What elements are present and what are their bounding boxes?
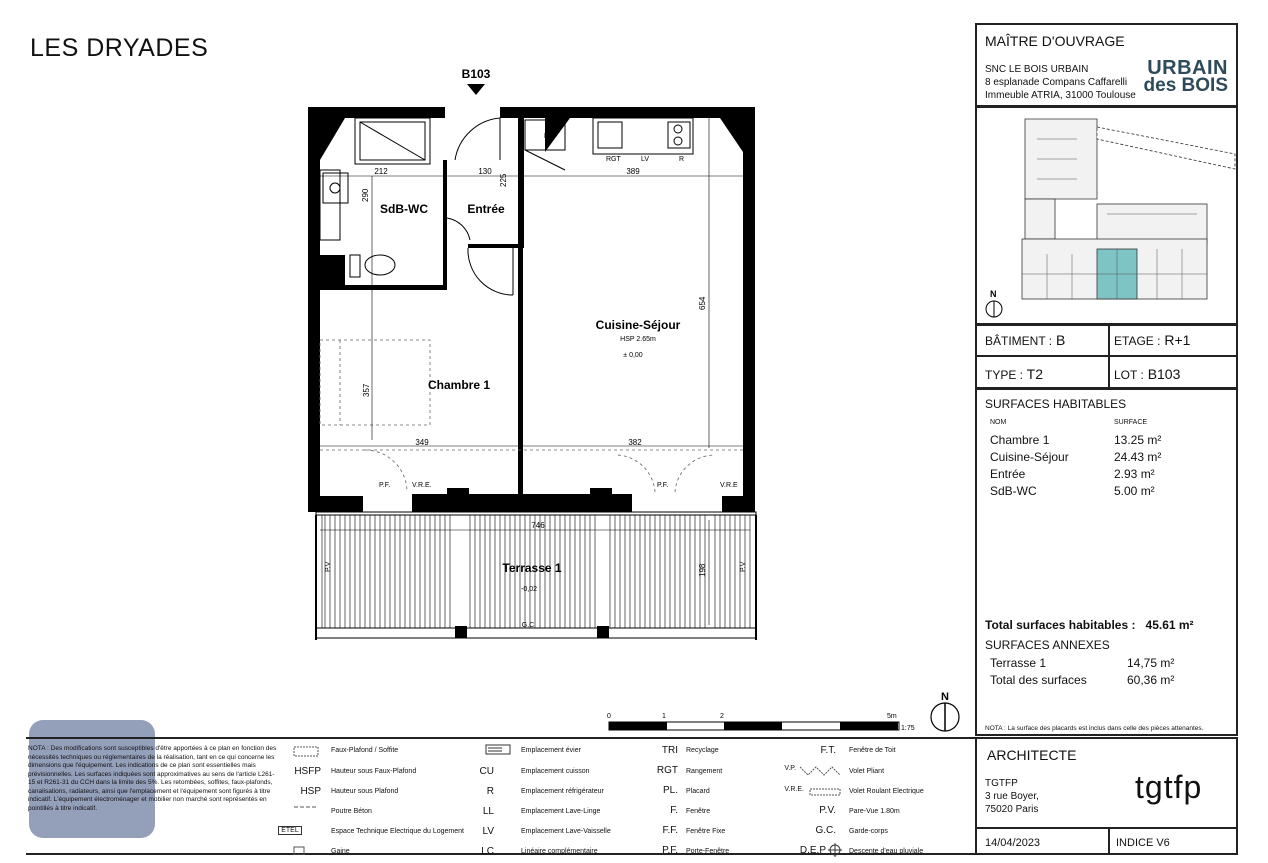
total-value: 45.61 m² bbox=[1145, 618, 1194, 632]
dim-198: 198 bbox=[698, 563, 707, 577]
legend-sym: RGT bbox=[656, 765, 678, 776]
legend-sym: R bbox=[486, 786, 494, 797]
mark-pf-1: P.F. bbox=[379, 482, 391, 489]
legend-sym: LC bbox=[481, 846, 494, 857]
legend-label: Descente d'eau pluviale bbox=[849, 848, 924, 855]
volet-roulant-icon bbox=[808, 787, 842, 797]
north-label: N bbox=[941, 691, 949, 703]
legend-label: Hauteur sous Faux-Plafond bbox=[331, 768, 417, 775]
legend-sym: F. bbox=[670, 805, 678, 816]
legend-sym: HSFP bbox=[294, 766, 321, 777]
terrace bbox=[316, 512, 756, 640]
mark-gc: G.C bbox=[521, 622, 535, 629]
legend-sym: D.E.P bbox=[799, 845, 826, 856]
legend-label: Emplacement évier bbox=[521, 747, 581, 754]
owner-line: 8 esplanade Compans Caffarelli bbox=[985, 77, 1128, 88]
total-label: Total surfaces habitables : bbox=[985, 618, 1136, 632]
dim-130: 130 bbox=[478, 167, 492, 176]
surface-value: 5.00 m² bbox=[1114, 484, 1155, 498]
legend-label: Emplacement cuisson bbox=[521, 768, 590, 775]
legend-label: Volet Pliant bbox=[849, 768, 885, 775]
entry-arrow-icon bbox=[467, 84, 485, 95]
surfaces-col-surface: SURFACE bbox=[1114, 419, 1148, 426]
legend-sym: P.F. bbox=[662, 845, 678, 856]
title-block bbox=[975, 23, 1238, 736]
etage-label: ETAGE : bbox=[1114, 334, 1161, 348]
legend-sym: PL. bbox=[662, 785, 678, 796]
room-label-terrasse: Terrasse 1 bbox=[502, 561, 562, 575]
legend bbox=[26, 737, 975, 855]
architect-address bbox=[985, 777, 1039, 816]
total-surfaces bbox=[985, 618, 1194, 632]
dim-654: 654 bbox=[698, 296, 707, 310]
surface-value: 2.93 m² bbox=[1114, 467, 1155, 481]
legend-nota: NOTA : Des modifications sont susceptibles d'être apportées à ce plan en fonction des nécessités techniques ou réglementaires de la réalisation, tant en ce qui concerne les dimensions que l'équipement. Les indications de ce plan sont essentielles mais prévisionnelles. Les surfaces indiquées sont approximatives au sens de l'article L261-15 et R261-31 du CCH dans la limite des 5%. Les retombées, soffites, faux-plafonds, canalisations, radiateurs, ainsi que l'emplacement et l'équipement sont figurés à titre indicatif. L'équipement électroménager et mobilier non marché sont représentés en pointillés à titre indicatif. bbox=[28, 745, 277, 812]
legend-sym: P.V. bbox=[819, 805, 836, 816]
legend-label: Placard bbox=[686, 788, 710, 795]
legend-label: Emplacement Lave-Vaisselle bbox=[521, 828, 611, 835]
plan-date: 14/04/2023 bbox=[985, 837, 1041, 849]
room-label-entree: Entrée bbox=[467, 202, 505, 216]
dim-349: 349 bbox=[415, 438, 429, 447]
legend-sym: V.R.E. bbox=[784, 786, 804, 793]
scale-0: 0 bbox=[607, 713, 611, 720]
volet-pliant-icon bbox=[798, 765, 842, 777]
legend-sym: G.C. bbox=[815, 825, 836, 836]
entry-label: B103 bbox=[461, 67, 491, 81]
legend-label: Recyclage bbox=[686, 747, 719, 754]
legend-sym: F.F. bbox=[662, 825, 678, 836]
surface-name: Cuisine-Séjour bbox=[990, 450, 1069, 464]
legend-sym: TRI bbox=[661, 745, 678, 756]
architect-line: 3 rue Boyer, bbox=[985, 791, 1039, 802]
architect-logo: tgtfp bbox=[1135, 769, 1203, 805]
keyplan-north: N bbox=[990, 289, 997, 299]
room-label-sdb: SdB-WC bbox=[380, 202, 428, 216]
room-label-sejour: Cuisine-Séjour bbox=[595, 318, 681, 332]
scale-2: 2 bbox=[720, 713, 724, 720]
scale-1: 1 bbox=[662, 713, 666, 720]
legend-label: Fenêtre de Toit bbox=[849, 747, 896, 754]
scale-bar bbox=[607, 713, 915, 732]
sejour-level: ± 0,00 bbox=[623, 352, 643, 359]
lot-label: LOT : bbox=[1114, 368, 1144, 382]
legend-label: Espace Technique Electrique du Logement bbox=[331, 828, 464, 835]
legend-label: Poutre Béton bbox=[331, 808, 372, 815]
legend-sym: LL bbox=[482, 806, 494, 817]
legend-label: Fenêtre Fixe bbox=[686, 828, 726, 835]
downpipe-icon bbox=[828, 843, 842, 857]
mark-pf-2: P.F. bbox=[657, 482, 669, 489]
annex-value: 14,75 m² bbox=[1127, 656, 1175, 670]
mark-pv-1: P.V bbox=[325, 561, 332, 572]
architect-line: TGTFP bbox=[985, 778, 1018, 789]
legend-label: Rangement bbox=[686, 768, 723, 775]
dim-382: 382 bbox=[628, 438, 642, 447]
plan-indice: INDICE V6 bbox=[1116, 837, 1170, 849]
mark-pl: PL bbox=[544, 133, 553, 140]
legend-label: Volet Roulant Electrique bbox=[849, 788, 924, 795]
dim-389: 389 bbox=[626, 167, 640, 176]
dim-225: 225 bbox=[499, 173, 508, 187]
batiment-value: B bbox=[1056, 332, 1066, 348]
terrasse-level: -0,02 bbox=[521, 586, 537, 593]
surfaces-col-name: NOM bbox=[990, 419, 1007, 426]
dashed-guides bbox=[320, 340, 745, 492]
legend-label: Emplacement Lave-Linge bbox=[521, 808, 601, 815]
architect-line: 75020 Paris bbox=[985, 804, 1039, 815]
sink-icon bbox=[484, 743, 514, 755]
surface-name: SdB-WC bbox=[990, 484, 1037, 498]
surface-value: 24.43 m² bbox=[1114, 450, 1162, 464]
mark-pv-2: P.V bbox=[740, 561, 747, 572]
owner-title: MAÎTRE D'OUVRAGE bbox=[985, 33, 1125, 49]
surface-name: Entrée bbox=[990, 467, 1026, 481]
surfaces-title: SURFACES HABITABLES bbox=[985, 397, 1127, 411]
project-title: LES DRYADES bbox=[30, 34, 209, 62]
etage-field bbox=[1114, 332, 1190, 348]
scale-5: 5m bbox=[887, 713, 897, 720]
legend-sym: CU bbox=[479, 766, 494, 777]
legend-sym: HSP bbox=[300, 786, 321, 797]
legend-sym: V.P. bbox=[784, 765, 796, 772]
legend-label: Hauteur sous Plafond bbox=[331, 788, 399, 795]
legend-label: Porte-Fenêtre bbox=[686, 848, 730, 855]
key-plan bbox=[977, 109, 1236, 324]
type-field bbox=[985, 366, 1043, 382]
north-arrow-icon bbox=[931, 691, 959, 731]
etage-value: R+1 bbox=[1164, 332, 1191, 348]
room-label-chambre: Chambre 1 bbox=[427, 378, 491, 392]
owner-line: Immeuble ATRIA, 31000 Toulouse bbox=[985, 90, 1136, 101]
type-value: T2 bbox=[1026, 366, 1043, 382]
annex-name: Terrasse 1 bbox=[990, 656, 1047, 670]
legend-label: Garde-corps bbox=[849, 828, 888, 835]
annex-title: SURFACES ANNEXES bbox=[985, 638, 1110, 652]
dim-212: 212 bbox=[374, 167, 388, 176]
legend-sym: ETEL bbox=[278, 826, 302, 835]
lot-value: B103 bbox=[1147, 366, 1181, 382]
mark-vre-2: V.R.E bbox=[720, 482, 738, 489]
legend-sym: F.T. bbox=[820, 745, 836, 756]
mark-r: R bbox=[679, 156, 685, 163]
architect-title: ARCHITECTE bbox=[987, 747, 1077, 763]
architect-block bbox=[975, 737, 1238, 855]
dim-746: 746 bbox=[531, 521, 545, 530]
annex-name: Total des surfaces bbox=[990, 673, 1087, 687]
batiment-label: BÂTIMENT : bbox=[985, 334, 1053, 348]
owner-address bbox=[985, 63, 1136, 102]
surface-value: 13.25 m² bbox=[1114, 433, 1162, 447]
batiment-field bbox=[985, 332, 1065, 348]
legend-label: Emplacement réfrigérateur bbox=[521, 788, 604, 795]
sejour-hsp: HSP 2.65m bbox=[620, 336, 656, 343]
legend-label: Gaine bbox=[331, 848, 350, 855]
mark-vre-1: V.R.E. bbox=[412, 482, 432, 489]
mark-rgt: RGT bbox=[606, 156, 621, 163]
legend-sym: LV bbox=[482, 826, 494, 837]
brand-line-2: des BOIS bbox=[1143, 75, 1228, 96]
mark-lv: LV bbox=[641, 156, 650, 163]
scale-ratio: 1:75 bbox=[901, 725, 915, 732]
legend-label: Fenêtre bbox=[686, 808, 711, 815]
brand-logo bbox=[1143, 57, 1228, 96]
annex-value: 60,36 m² bbox=[1127, 673, 1175, 687]
brand-line-1: URBAIN bbox=[1147, 57, 1228, 79]
surfaces-note: NOTA : La surface des placards est inclus dans celle des pièces attenantes. bbox=[985, 725, 1204, 732]
lot-field bbox=[1114, 366, 1180, 382]
legend-label: Linéaire complémentaire bbox=[521, 848, 598, 855]
legend-col1-symbols bbox=[292, 743, 322, 855]
dim-290: 290 bbox=[361, 188, 370, 202]
dim-357: 357 bbox=[362, 383, 371, 397]
type-label: TYPE : bbox=[985, 368, 1024, 382]
legend-label: Faux-Plafond / Soffite bbox=[331, 747, 399, 754]
legend-label: Pare-Vue 1.80m bbox=[849, 808, 900, 815]
owner-line: SNC LE BOIS URBAIN bbox=[985, 64, 1089, 75]
surface-name: Chambre 1 bbox=[990, 433, 1050, 447]
